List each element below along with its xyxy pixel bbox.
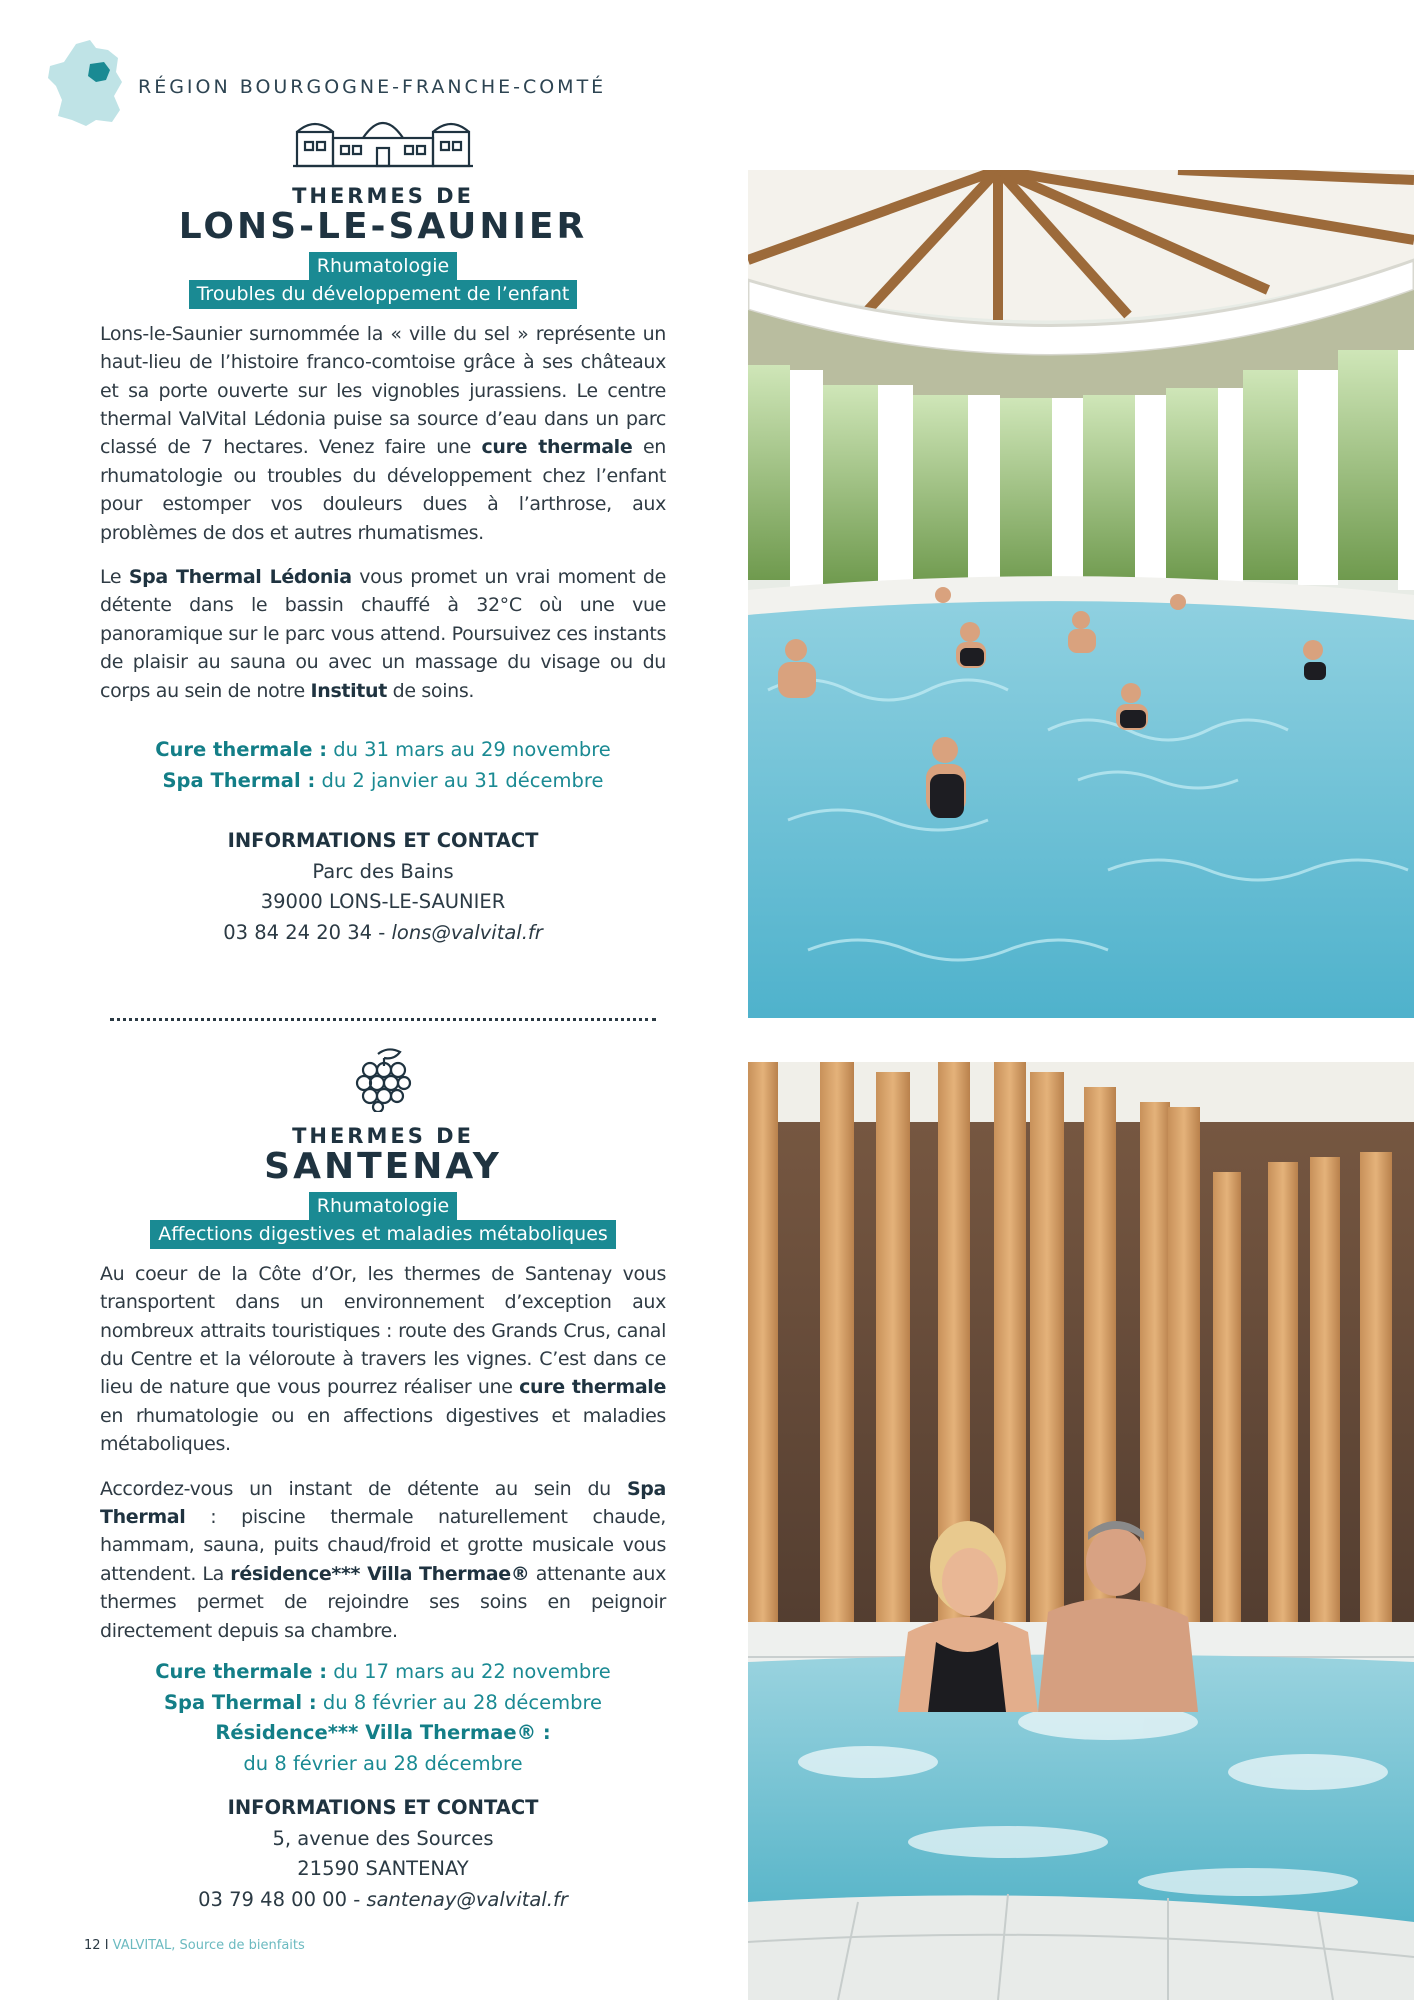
santenay-paragraph-1 — [100, 1260, 666, 1459]
date-value: du 31 mars au 29 novembre — [327, 738, 611, 762]
lons-tags — [100, 252, 666, 308]
bold-text: résidence*** Villa Thermae® — [230, 1562, 530, 1585]
date-label: Spa Thermal : — [163, 1690, 317, 1714]
santenay-dates — [100, 1657, 666, 1779]
phone-email-line — [100, 918, 666, 949]
text: de soins. — [386, 679, 475, 702]
santenay-paragraph-2 — [100, 1475, 666, 1645]
date-label: Spa Thermal : — [162, 768, 316, 792]
date-line — [100, 735, 666, 766]
text: attenante aux thermes permet de rejoindre ses soins en peignoir directement depuis sa chambre. — [100, 1562, 666, 1642]
text: : piscine thermale naturellement chaude, hammam, sauna, puits chaud/froid et grotte musicale vous attendent. La — [100, 1506, 666, 1585]
date-line — [100, 766, 666, 797]
date-line — [100, 1688, 666, 1719]
date-line — [100, 1657, 666, 1688]
lons-kicker: THERMES DE — [292, 184, 474, 208]
text: Le — [100, 566, 129, 589]
lons-section — [100, 110, 666, 948]
lons-title: LONS-LE-SAUNIER — [178, 206, 588, 247]
lons-body — [100, 320, 666, 705]
santenay-tags — [100, 1192, 666, 1248]
text: Accordez-vous un instant de détente au sein du — [100, 1477, 627, 1500]
footer-brand: VALVITAL, Source de bienfaits — [112, 1938, 305, 1953]
bold-text: Spa Thermal Lédonia — [128, 566, 352, 589]
santenay-kicker: THERMES DE — [292, 1124, 474, 1148]
bold-text: cure thermale — [519, 1376, 667, 1399]
email-link[interactable]: santenay@valvital.fr — [366, 1887, 568, 1911]
bold-text: cure thermale — [481, 436, 633, 459]
date-value: du 8 février au 28 décembre — [316, 1690, 603, 1714]
date-value: du 8 février au 28 décembre — [243, 1751, 523, 1775]
footer-separator: I — [104, 1938, 109, 1953]
date-label: Cure thermale : — [155, 1660, 328, 1684]
lons-paragraph-2 — [100, 563, 666, 705]
phone-email-line — [100, 1885, 666, 1916]
date-value: du 17 mars au 22 novembre — [327, 1660, 611, 1684]
santenay-body — [100, 1260, 666, 1645]
address-line: 39000 LONS-LE-SAUNIER — [260, 890, 506, 914]
date-line — [100, 1718, 666, 1749]
tag-developpement: Troubles du développement de l’enfant — [189, 280, 578, 309]
tag-digestives: Affections digestives et maladies métaboliques — [150, 1220, 616, 1249]
address-line: 5, avenue des Sources — [272, 1826, 494, 1850]
date-value: du 2 janvier au 31 décembre — [315, 768, 604, 792]
thermal-building-icon — [293, 110, 473, 170]
grapes-icon — [348, 1046, 418, 1112]
email-link[interactable]: lons@valvital.fr — [391, 920, 543, 944]
page-footer — [84, 1938, 305, 1953]
page-number: 12 — [84, 1938, 101, 1953]
santenay-section — [100, 1046, 666, 1915]
date-line — [100, 1749, 666, 1780]
region-label: RÉGION BOURGOGNE-FRANCHE-COMTÉ — [138, 76, 607, 98]
text: en rhumatologie ou troubles du développement chez l’enfant pour estomper vos douleurs dues à l’arthrose, aux problèmes de dos et autres rhumatismes. — [100, 436, 666, 544]
date-label: Résidence*** Villa Thermae® : — [215, 1721, 551, 1745]
phone: 03 84 24 20 34 - — [223, 920, 392, 944]
tag-rhumatologie: Rhumatologie — [309, 252, 457, 281]
contact-heading: INFORMATIONS ET CONTACT — [227, 829, 539, 853]
contact-heading: INFORMATIONS ET CONTACT — [227, 1796, 539, 1820]
lons-dates — [100, 735, 666, 796]
tag-rhumatologie: Rhumatologie — [309, 1192, 457, 1221]
date-label: Cure thermale : — [155, 738, 328, 762]
lons-contact — [100, 826, 666, 948]
phone: 03 79 48 00 00 - — [198, 1887, 367, 1911]
text: en rhumatologie ou en affections digestives et maladies métaboliques. — [100, 1404, 666, 1456]
bold-text: Institut — [310, 679, 387, 702]
santenay-title: SANTENAY — [264, 1146, 502, 1187]
photo-indoor-pool — [748, 170, 1414, 1018]
section-divider — [110, 1018, 656, 1021]
address-line: 21590 SANTENAY — [297, 1857, 469, 1881]
photo-jacuzzi — [748, 1062, 1414, 2000]
santenay-contact — [100, 1793, 666, 1915]
text: Lons-le-Saunier surnommée la « ville du sel » représente un haut-lieu de l’histoire franco-comtoise grâce à ses châteaux et sa porte ouverte sur les vignobles jurassiens. Le centre thermal ValVital Lédonia puise sa source d’eau dans un parc classé de 7 hectares. Venez faire une — [100, 322, 666, 459]
address-line: Parc des Bains — [312, 859, 454, 883]
text: vous promet un vrai moment de détente dans le bassin chauffé à 32°C où une vue panoramique sur le parc vous attend. Poursuivez ces instants de plaisir au sauna ou avec un massage du visage ou du corps au sein de notre — [100, 566, 666, 702]
text: Au coeur de la Côte d’Or, les thermes de Santenay vous transportent dans un environnement d’exception aux nombreux attraits touristiques : route des Grands Crus, canal du Centre et la véloroute à travers les vignes. C’est dans ce lieu de nature que vous pourrez réaliser une — [100, 1262, 666, 1399]
bold-text: Spa Thermal — [100, 1477, 666, 1529]
lons-paragraph-1 — [100, 320, 666, 547]
